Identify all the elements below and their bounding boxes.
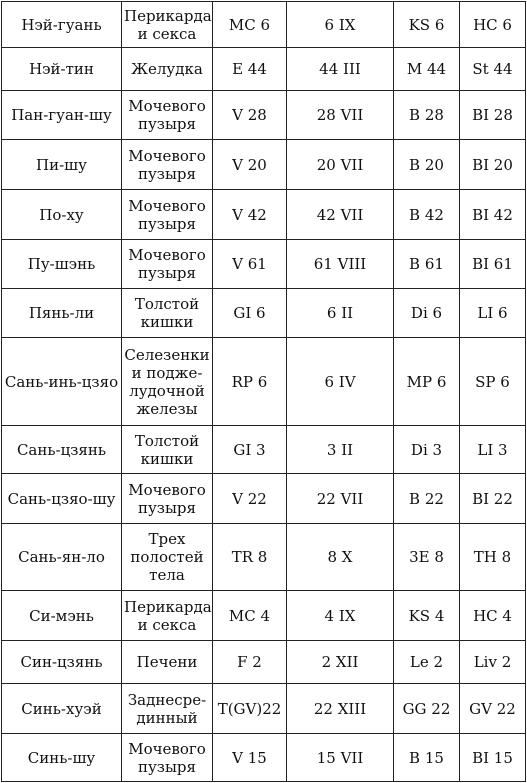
organ-line: Мочевого [128,146,206,165]
organ-cell [122,641,213,684]
organ-cell [122,734,213,782]
code-cell-1: T(GV)22 [213,684,287,734]
organ-line: Мочевого [128,196,206,215]
table-row [2,338,526,426]
code-cell-1: RP 6 [213,338,287,426]
code-cell-3: Di 3 [394,426,460,474]
organ-line: Селезенки [124,345,210,364]
code-cell-2: 42 VII [287,190,394,240]
organ-line: динный [136,708,198,727]
organ-cell [122,289,213,338]
organ-cell [122,240,213,289]
code-cell-2: 6 IV [287,338,394,426]
table-row [2,48,526,91]
code-cell-1: GI 6 [213,289,287,338]
organ-line: Мочевого [128,246,206,264]
point-name-cell: Си-мэнь [2,591,122,641]
code-cell-1: V 20 [213,140,287,190]
point-name-cell: Нэй-тин [2,48,122,91]
organ-line: Трех [148,530,186,548]
code-cell-4: BI 20 [460,140,526,190]
code-cell-2: 28 VII [287,91,394,140]
organ-line: полостей [130,548,204,566]
code-cell-4: SP 6 [460,338,526,426]
organ-line: Мочевого [128,739,206,758]
code-cell-4: TH 8 [460,524,526,591]
code-cell-1: MC 6 [213,2,287,48]
organ-line: Перикарда [124,6,212,25]
code-cell-3: B 28 [394,91,460,140]
code-cell-2: 8 X [287,524,394,591]
code-cell-1: V 61 [213,240,287,289]
table-row [2,426,526,474]
organ-cell [122,190,213,240]
code-cell-1: E 44 [213,48,287,91]
table-row [2,734,526,782]
code-cell-1: V 15 [213,734,287,782]
point-name-cell: Пу-шэнь [2,240,122,289]
table-row [2,591,526,641]
code-cell-3: Le 2 [394,641,460,684]
organ-line: кишки [140,313,194,331]
organ-line: тела [149,566,185,584]
organ-line: пузыря [137,757,196,776]
organ-line: и секса [137,615,197,634]
code-cell-1: V 28 [213,91,287,140]
code-cell-1: F 2 [213,641,287,684]
point-name-cell: Пи-шу [2,140,122,190]
organ-line: и подже- [131,363,203,382]
organ-cell [122,591,213,641]
table-row [2,289,526,338]
code-cell-4: BI 42 [460,190,526,240]
organ-line: пузыря [137,115,196,133]
organ-cell [122,684,213,734]
point-name-cell: По-ху [2,190,122,240]
organ-line: пузыря [137,264,196,282]
code-cell-3: KS 4 [394,591,460,641]
organ-line: пузыря [137,164,196,183]
code-cell-3: Di 6 [394,289,460,338]
code-cell-3: B 42 [394,190,460,240]
organ-line: Толстой [134,431,200,450]
point-name-cell: Нэй-гуань [2,2,122,48]
code-cell-2: 61 VIII [287,240,394,289]
organ-line: Заднесре- [127,690,207,709]
table-body [2,2,526,782]
code-cell-3: M 44 [394,48,460,91]
point-name-cell: Сань-цзяо-шу [2,474,122,524]
organ-line: и секса [137,24,197,43]
point-name-cell: Пан-гуан-шу [2,91,122,140]
code-cell-2: 3 II [287,426,394,474]
table-row [2,641,526,684]
code-cell-2: 4 IX [287,591,394,641]
organ-cell [122,474,213,524]
code-cell-2: 44 III [287,48,394,91]
code-cell-2: 22 XIII [287,684,394,734]
code-cell-2: 20 VII [287,140,394,190]
organ-cell [122,140,213,190]
table-row [2,190,526,240]
table-row [2,2,526,48]
organ-line: пузыря [137,214,196,233]
organ-cell [122,91,213,140]
organ-line: лудочной [129,381,205,400]
code-cell-3: B 20 [394,140,460,190]
organ-line: Перикарда [124,597,212,616]
table-row [2,240,526,289]
code-cell-4: LI 3 [460,426,526,474]
code-cell-4: Liv 2 [460,641,526,684]
code-cell-2: 6 II [287,289,394,338]
table-row [2,140,526,190]
code-cell-4: HC 4 [460,591,526,641]
organ-line: Желудка [131,60,203,78]
organ-line: Печени [136,653,198,671]
organ-line: Толстой [134,295,200,313]
organ-line: железы [136,399,198,418]
point-name-cell: Синь-хуэй [2,684,122,734]
organ-line: Мочевого [128,480,206,499]
code-cell-4: BI 15 [460,734,526,782]
code-cell-4: BI 28 [460,91,526,140]
organ-cell [122,338,213,426]
table-row [2,474,526,524]
table-row [2,91,526,140]
code-cell-3: GG 22 [394,684,460,734]
code-cell-3: MP 6 [394,338,460,426]
code-cell-4: GV 22 [460,684,526,734]
code-cell-2: 2 XII [287,641,394,684]
code-cell-3: B 22 [394,474,460,524]
table-row [2,524,526,591]
organ-line: Мочевого [128,97,206,115]
organ-cell [122,48,213,91]
code-cell-4: BI 22 [460,474,526,524]
point-name-cell: Синь-шу [2,734,122,782]
point-name-cell: Пянь-ли [2,289,122,338]
code-cell-2: 6 IX [287,2,394,48]
code-cell-4: St 44 [460,48,526,91]
code-cell-1: V 22 [213,474,287,524]
code-cell-1: MC 4 [213,591,287,641]
organ-cell [122,524,213,591]
code-cell-1: TR 8 [213,524,287,591]
code-cell-3: 3E 8 [394,524,460,591]
code-cell-3: B 61 [394,240,460,289]
organ-cell [122,2,213,48]
table-row [2,684,526,734]
point-name-cell: Сань-цзянь [2,426,122,474]
code-cell-4: BI 61 [460,240,526,289]
point-name-cell: Син-цзянь [2,641,122,684]
point-name-cell: Сань-инь-цзяо [2,338,122,426]
point-name-cell: Сань-ян-ло [2,524,122,591]
code-cell-4: HC 6 [460,2,526,48]
organ-line: пузыря [137,498,196,517]
code-cell-4: LI 6 [460,289,526,338]
code-cell-2: 22 VII [287,474,394,524]
acupoint-table [1,1,526,782]
organ-cell [122,426,213,474]
code-cell-2: 15 VII [287,734,394,782]
code-cell-1: GI 3 [213,426,287,474]
code-cell-3: B 15 [394,734,460,782]
code-cell-1: V 42 [213,190,287,240]
code-cell-3: KS 6 [394,2,460,48]
organ-line: кишки [140,449,194,468]
